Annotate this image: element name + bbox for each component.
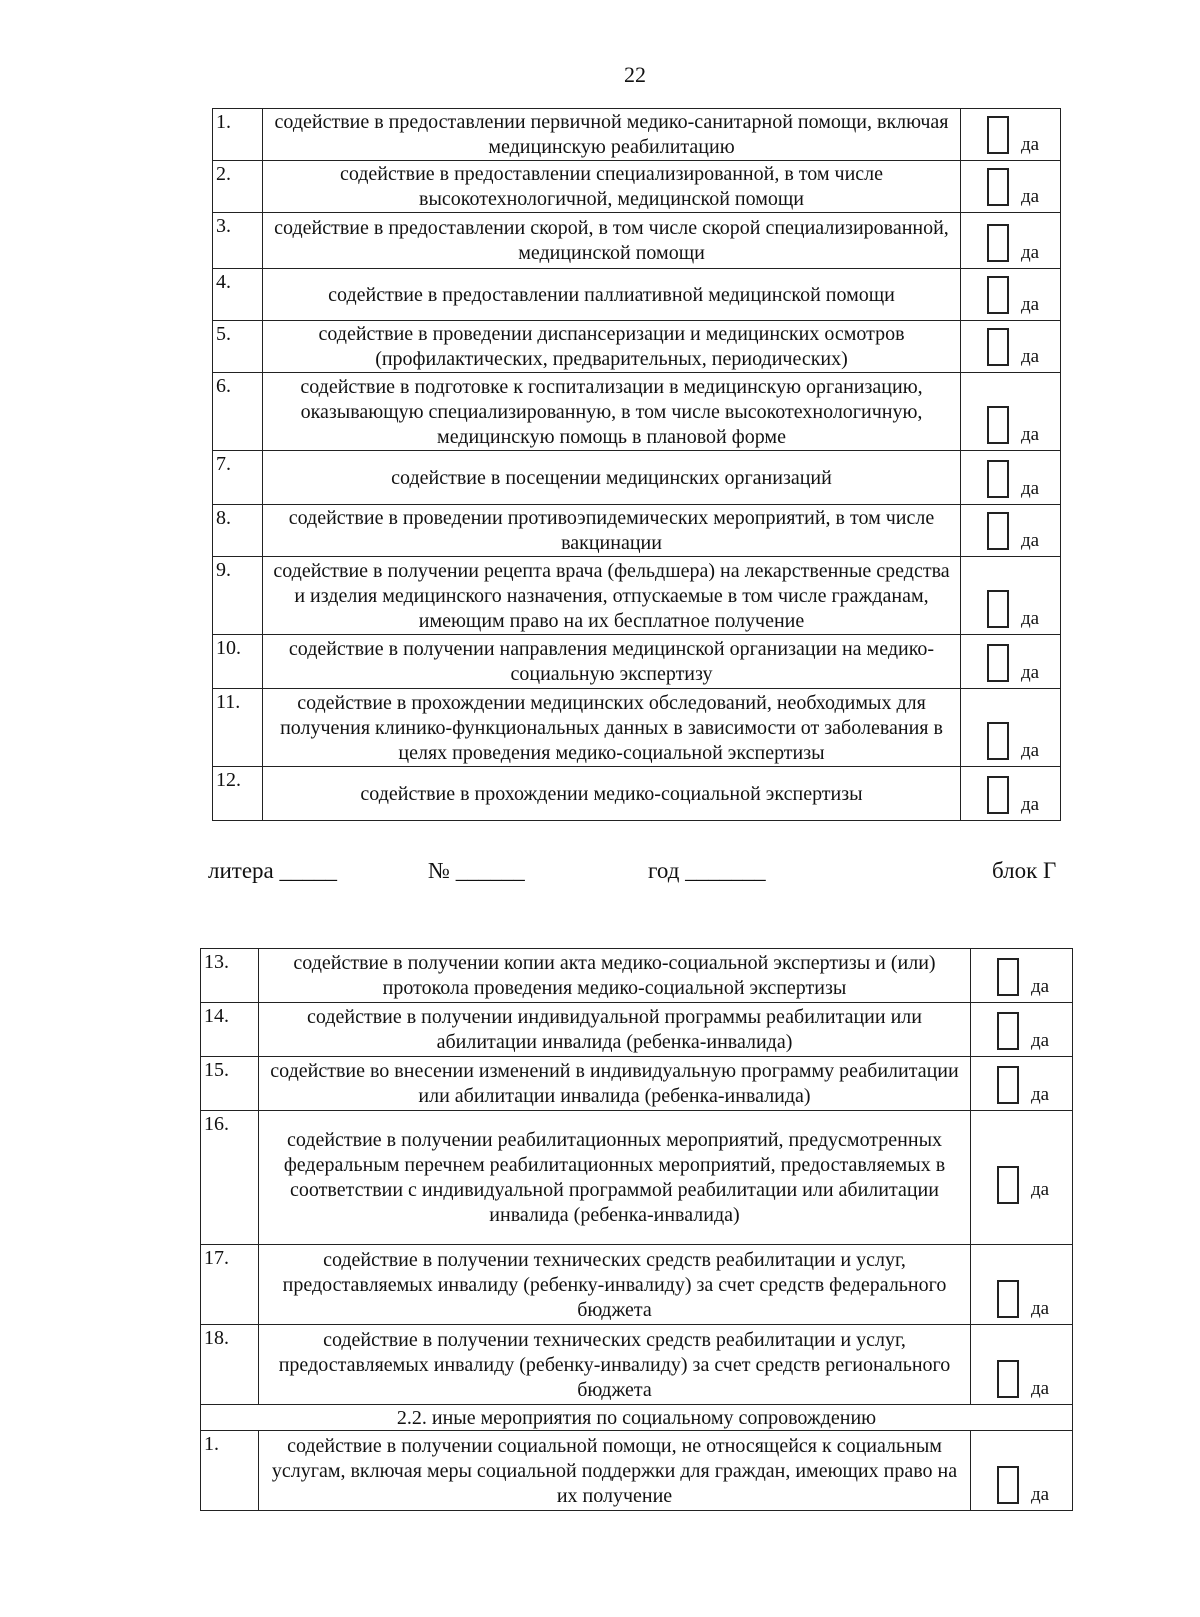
table-row: [213, 161, 1061, 213]
row-number: 6.: [213, 373, 263, 451]
yes-label: да: [1031, 1084, 1050, 1105]
yes-label: да: [1021, 346, 1040, 367]
table-row: [213, 635, 1061, 689]
table-row: [213, 373, 1061, 451]
row-number: 11.: [213, 689, 263, 767]
table-row: [213, 109, 1061, 161]
check-cell: [961, 767, 1061, 821]
table-row: [201, 1245, 1073, 1325]
row-text: содействие в получении рецепта врача (фельдшера) на лекарственные средства и изделия медицинского назначения, отпускаемые в том числе гражданам, имеющим право на их бесплатное получение: [263, 557, 961, 635]
yes-checkbox[interactable]: [987, 776, 1009, 814]
row-number: 1.: [213, 109, 263, 161]
yes-checkbox[interactable]: [987, 590, 1009, 628]
yes-checkbox[interactable]: [987, 722, 1009, 760]
row-text: содействие в получении технических средств реабилитации и услуг, предоставляемых инвалиду (ребенку-инвалиду) за счет средств регионального бюджета: [259, 1325, 971, 1405]
check-cell: [961, 505, 1061, 557]
table-row: [201, 1431, 1073, 1511]
row-number: 13.: [201, 949, 259, 1003]
row-number: 18.: [201, 1325, 259, 1405]
row-number: 7.: [213, 451, 263, 505]
section-title: 2.2. иные мероприятия по социальному сопровождению: [201, 1405, 1073, 1431]
check-cell: [961, 451, 1061, 505]
yes-checkbox[interactable]: [997, 1012, 1019, 1050]
row-text: содействие в прохождении медицинских обследований, необходимых для получения клинико-функциональных данных в зависимости от заболевания в целях проведения медико-социальной экспертизы: [263, 689, 961, 767]
row-number: 14.: [201, 1003, 259, 1057]
yes-checkbox[interactable]: [997, 1066, 1019, 1104]
row-text: содействие в посещении медицинских организаций: [263, 451, 961, 505]
row-text: содействие в проведении противоэпидемических мероприятий, в том числе вакцинации: [263, 505, 961, 557]
row-text: содействие во внесении изменений в индивидуальную программу реабилитации или абилитации инвалида (ребенка-инвалида): [259, 1057, 971, 1111]
page-number: 22: [624, 62, 646, 87]
services-table-2: [200, 948, 1073, 1511]
yes-checkbox[interactable]: [987, 168, 1009, 206]
row-text: содействие в проведении диспансеризации и медицинских осмотров (профилактических, предварительных, периодических): [263, 321, 961, 373]
row-text: содействие в подготовке к госпитализации в медицинскую организацию, оказывающую специализированную, в том числе высокотехнологичную, медицинскую помощь в плановой форме: [263, 373, 961, 451]
row-number: 10.: [213, 635, 263, 689]
yes-checkbox[interactable]: [987, 406, 1009, 444]
table-row: [213, 451, 1061, 505]
row-number: 9.: [213, 557, 263, 635]
row-text: содействие в предоставлении первичной медико-санитарной помощи, включая медицинскую реабилитацию: [263, 109, 961, 161]
check-cell: [971, 1057, 1073, 1111]
yes-label: да: [1021, 134, 1040, 155]
yes-label: да: [1021, 530, 1040, 551]
check-cell: [971, 1111, 1073, 1245]
yes-label: да: [1031, 976, 1050, 997]
yes-label: да: [1031, 1298, 1050, 1319]
yes-checkbox[interactable]: [987, 276, 1009, 314]
check-cell: [971, 949, 1073, 1003]
row-text: содействие в получении копии акта медико-социальной экспертизы и (или) протокола проведения медико-социальной экспертизы: [259, 949, 971, 1003]
yes-label: да: [1031, 1484, 1050, 1505]
section-header-row: [201, 1405, 1073, 1431]
table-row: [201, 1111, 1073, 1245]
yes-checkbox[interactable]: [987, 328, 1009, 366]
yes-label: да: [1021, 794, 1040, 815]
block-label: блок Г: [992, 858, 1057, 883]
check-cell: [961, 557, 1061, 635]
table-row: [201, 1057, 1073, 1111]
yes-checkbox[interactable]: [987, 644, 1009, 682]
services-table-1: [212, 108, 1061, 821]
row-text: содействие в предоставлении скорой, в том числе скорой специализированной, медицинской помощи: [263, 213, 961, 269]
row-number: 16.: [201, 1111, 259, 1245]
check-cell: [971, 1245, 1073, 1325]
row-number: 3.: [213, 213, 263, 269]
row-text: содействие в получении направления медицинской организации на медико-социальную экспертизу: [263, 635, 961, 689]
check-cell: [971, 1431, 1073, 1511]
litera-field[interactable]: литера _____: [208, 858, 338, 883]
check-cell: [971, 1003, 1073, 1057]
yes-checkbox[interactable]: [997, 1360, 1019, 1398]
row-number: 8.: [213, 505, 263, 557]
table-row: [201, 1003, 1073, 1057]
yes-label: да: [1021, 740, 1040, 761]
check-cell: [961, 269, 1061, 321]
row-number: 1.: [201, 1431, 259, 1511]
yes-checkbox[interactable]: [997, 958, 1019, 996]
row-text: содействие в предоставлении паллиативной медицинской помощи: [263, 269, 961, 321]
row-text: содействие в прохождении медико-социальной экспертизы: [263, 767, 961, 821]
yes-label: да: [1021, 242, 1040, 263]
yes-label: да: [1021, 294, 1040, 315]
table-row: [213, 321, 1061, 373]
form-identification-line: [0, 858, 1200, 898]
yes-label: да: [1021, 186, 1040, 207]
table-row: [213, 689, 1061, 767]
row-text: содействие в получении индивидуальной программы реабилитации или абилитации инвалида (ребенка-инвалида): [259, 1003, 971, 1057]
yes-checkbox[interactable]: [997, 1166, 1019, 1204]
yes-checkbox[interactable]: [987, 224, 1009, 262]
table-row: [213, 557, 1061, 635]
table-row: [213, 269, 1061, 321]
row-number: 17.: [201, 1245, 259, 1325]
yes-label: да: [1021, 662, 1040, 683]
yes-checkbox[interactable]: [997, 1280, 1019, 1318]
check-cell: [961, 635, 1061, 689]
table-row: [201, 949, 1073, 1003]
check-cell: [961, 321, 1061, 373]
row-number: 12.: [213, 767, 263, 821]
table-row: [213, 213, 1061, 269]
year-field[interactable]: год _______: [648, 858, 766, 883]
yes-checkbox[interactable]: [997, 1466, 1019, 1504]
row-number: 2.: [213, 161, 263, 213]
check-cell: [971, 1325, 1073, 1405]
check-cell: [961, 161, 1061, 213]
yes-checkbox[interactable]: [987, 512, 1009, 550]
yes-label: да: [1031, 1030, 1050, 1051]
check-cell: [961, 109, 1061, 161]
table-row: [213, 505, 1061, 557]
yes-checkbox[interactable]: [987, 116, 1009, 154]
number-field[interactable]: № ______: [428, 858, 525, 883]
yes-label: да: [1031, 1179, 1050, 1200]
table-row: [213, 767, 1061, 821]
table-row: [201, 1325, 1073, 1405]
yes-label: да: [1021, 608, 1040, 629]
row-number: 5.: [213, 321, 263, 373]
row-text: содействие в получении социальной помощи, не относящейся к социальным услугам, включая меры социальной поддержки для граждан, имеющих право на их получение: [259, 1431, 971, 1511]
row-text: содействие в получении технических средств реабилитации и услуг, предоставляемых инвалиду (ребенку-инвалиду) за счет средств федерального бюджета: [259, 1245, 971, 1325]
check-cell: [961, 689, 1061, 767]
yes-label: да: [1021, 424, 1040, 445]
row-number: 15.: [201, 1057, 259, 1111]
yes-label: да: [1021, 478, 1040, 499]
yes-label: да: [1031, 1378, 1050, 1399]
check-cell: [961, 373, 1061, 451]
row-text: содействие в получении реабилитационных мероприятий, предусмотренных федеральным перечнем реабилитационных мероприятий, предоставляемых в соответствии с индивидуальной программой реабилитации или абилитации инвалида (ребенка-инвалида): [259, 1111, 971, 1245]
check-cell: [961, 213, 1061, 269]
row-text: содействие в предоставлении специализированной, в том числе высокотехнологичной, медицинской помощи: [263, 161, 961, 213]
row-number: 4.: [213, 269, 263, 321]
yes-checkbox[interactable]: [987, 460, 1009, 498]
